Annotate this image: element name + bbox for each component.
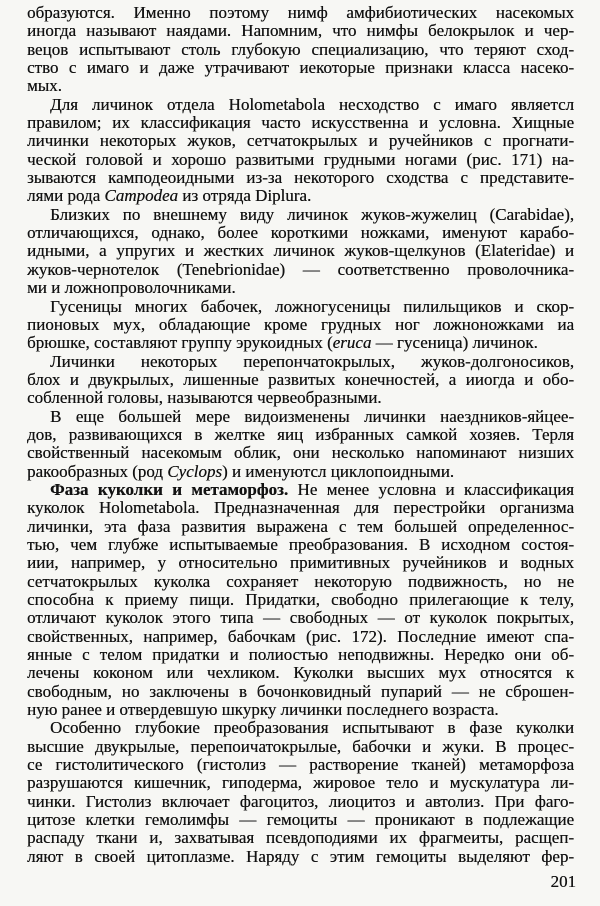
text-run: куколок Holometabola. Предназначенная для перестройки организма	[27, 498, 574, 518]
text-line	[27, 536, 574, 554]
text-line	[27, 646, 574, 664]
text-run: сетчатокрылых куколка сохраняет некоторую подвижность, но не	[27, 571, 574, 591]
text-line	[27, 132, 574, 150]
text-line	[27, 261, 574, 279]
text-run: ную ранее и отвердевшую шкурку личинки последнего возраста.	[27, 700, 499, 720]
text-run: Личинки некоторых перепончатокрылых, жуков-долгоносиков,	[50, 351, 574, 371]
text-line	[27, 151, 574, 169]
text-line	[27, 77, 574, 95]
text-line	[27, 683, 574, 701]
text-run: правилом; их классификация часто искусственна и условна. Хищные	[27, 113, 574, 133]
text-line	[27, 774, 574, 792]
text-run: дов, развивающихся в желтке яиц избранных самкой хозяев. Терля	[27, 424, 574, 444]
text-line	[27, 353, 574, 371]
bold-run: Фаза куколки и метаморфоз.	[50, 479, 289, 499]
text-line	[27, 591, 574, 609]
text-run: лечены коконом или чехликом. Куколки высших мух относятся к	[27, 663, 574, 683]
text-line	[27, 206, 574, 224]
text-line	[27, 4, 574, 22]
text-line	[27, 628, 574, 646]
page-number: 201	[550, 872, 576, 891]
text-run: жуков-чернотелок (Tenebrionidae) — соответственно проволочника-	[27, 259, 574, 279]
text-line	[27, 554, 574, 572]
text-line	[27, 316, 574, 334]
text-run: ракообразных (род	[27, 461, 168, 481]
text-line	[27, 756, 574, 774]
text-line	[27, 573, 574, 591]
text-run: личинки, эта фаза развития выражена с тем большей определеннос-	[27, 516, 574, 536]
text-line	[27, 481, 574, 499]
text-line	[27, 499, 574, 517]
text-line	[27, 114, 574, 132]
text-run: вецов испытывают столь глубокую специализацию, что теряют сход-	[27, 39, 574, 59]
text-line	[27, 829, 574, 847]
text-line	[27, 463, 574, 481]
text-run: личинки некоторых жуков, сетчатокрылых и ручейников с прогнати-	[27, 131, 574, 151]
text-run: отличают куколок этого типа — свободных — от куколок покрытых,	[27, 608, 574, 628]
text-run: иногда называют наядами. Напомним, что нимфы белокрылок и чер-	[27, 21, 574, 41]
paragraph	[27, 408, 574, 481]
text-line	[27, 96, 574, 114]
text-line	[27, 242, 574, 260]
text-line	[27, 334, 574, 352]
text-line	[27, 444, 574, 462]
text-run: отличающихся, однако, более короткими ножками, именуют карабо-	[27, 223, 574, 243]
text-run: В еще большей мере видоизменены личинки наездников-яйцее-	[50, 406, 574, 426]
text-run: разрушаются кишечник, гиподерма, жировое тело и мускулатура ли-	[27, 773, 574, 793]
text-line	[27, 408, 574, 426]
paragraph	[27, 298, 574, 353]
text-run: ство с имаго и даже утрачивают иекоторые признаки класса насеко-	[27, 58, 574, 78]
text-run: ческой головой и хорошо развитыми грудными ногами (рис. 171) на-	[27, 149, 574, 169]
text-line	[27, 811, 574, 829]
paragraph	[27, 4, 574, 96]
text-run: способна к приему пищи. Придатки, свободно прилегающие к телу,	[27, 590, 574, 609]
text-line	[27, 224, 574, 242]
text-run: свободным, но заключены в бочонковидный пупарий — не сброшен-	[27, 681, 574, 701]
italic-run: eruca	[332, 333, 372, 353]
text-run: распаду ткани и, захватывая псевдоподиями их фрагмеиты, расщеп-	[27, 828, 574, 848]
text-line	[27, 609, 574, 627]
italic-run: Cyclops	[167, 461, 222, 481]
text-line	[27, 848, 574, 866]
paragraph	[27, 719, 574, 866]
paragraph	[27, 206, 574, 298]
text-run: свойственный насекомым облик, они несколько напоминают низших	[27, 443, 574, 463]
text-run: цитозе клетки гемолимфы — гемоциты — проникают в подлежащие	[27, 810, 574, 830]
text-run: образуются. Именно поэтому нимф амфибиотических насекомых	[27, 3, 574, 22]
text-run: Близких по внешнему виду личинок жуков-жужелиц (Carabidae),	[50, 204, 574, 224]
text-line	[27, 371, 574, 389]
text-run: собленной головы, называются червеобразными.	[27, 388, 382, 408]
text-run: тью, чем глубже испытываемые преобразования. В исходном состоя-	[27, 534, 574, 554]
text-line	[27, 664, 574, 682]
text-run: брюшке, составляют группу эрукоидных (	[27, 333, 333, 353]
text-line	[27, 701, 574, 719]
page-text	[27, 4, 574, 866]
text-run: зываются камподеоидными из-за некоторого сходства с представите-	[27, 168, 574, 188]
text-run: из отряда Diplura.	[178, 186, 312, 206]
text-line	[27, 298, 574, 316]
text-line	[27, 41, 574, 59]
text-line	[27, 738, 574, 756]
text-run: идными, а упругих и жестких личинок жуков-щелкунов (Elateridae) и	[27, 241, 574, 261]
text-run: ) и именуютсл циклопоидными.	[221, 461, 455, 481]
text-run: се гистолитического (гистолиз — растворение тканей) метаморфоза	[27, 755, 574, 775]
text-run: — гусеница) личинок.	[371, 333, 538, 353]
text-line	[27, 426, 574, 444]
text-line	[27, 279, 574, 297]
paragraph	[27, 353, 574, 408]
text-line	[27, 59, 574, 77]
text-run: иии, например, у относительно примитивных ручейников и водных	[27, 553, 574, 573]
text-run: Для личинок отдела Holometabola несходство с имаго являетсл	[50, 94, 574, 114]
text-run: свойственных, например, бабочкам (рис. 172). Последние имеют спа-	[27, 626, 574, 646]
paragraph	[27, 481, 574, 719]
text-run: мых.	[27, 76, 62, 96]
italic-run: Campodea	[104, 186, 179, 206]
text-run: ляют в своей цитоплазме. Наряду с этим гемоциты выделяют фер-	[27, 846, 574, 866]
text-run: лями рода	[27, 186, 105, 206]
text-line	[27, 389, 574, 407]
text-run: Не менее условна и классификация	[288, 479, 575, 499]
text-run: высшие двукрылые, перепоичатокрылые, бабочки и жуки. В процес-	[27, 736, 574, 756]
text-run: Особенно глубокие преобразования испытывают в фазе куколки	[50, 718, 574, 738]
text-run: ми и ложнопроволочниками.	[27, 278, 236, 298]
text-line	[27, 518, 574, 536]
paragraph	[27, 96, 574, 206]
text-run: чинки. Гистолиз включает фагоцитоз, лиоцитоз и автолиз. При фаго-	[27, 791, 574, 811]
text-run: Гусеницы многих бабочек, ложногусеницы пилильщиков и скор-	[50, 296, 574, 316]
text-run: пионовых мух, обладающие кроме грудных ног ложноножками иа	[27, 314, 574, 334]
text-line	[27, 719, 574, 737]
text-run: янные с телом придатки и полиостью неподвижны. Нередко они об-	[27, 645, 574, 665]
text-run: блох и двукрылых, лишенные развитых конечностей, а ииогда и обо-	[27, 369, 574, 389]
text-line	[27, 169, 574, 187]
text-line	[27, 793, 574, 811]
text-line	[27, 187, 574, 205]
text-line	[27, 22, 574, 40]
